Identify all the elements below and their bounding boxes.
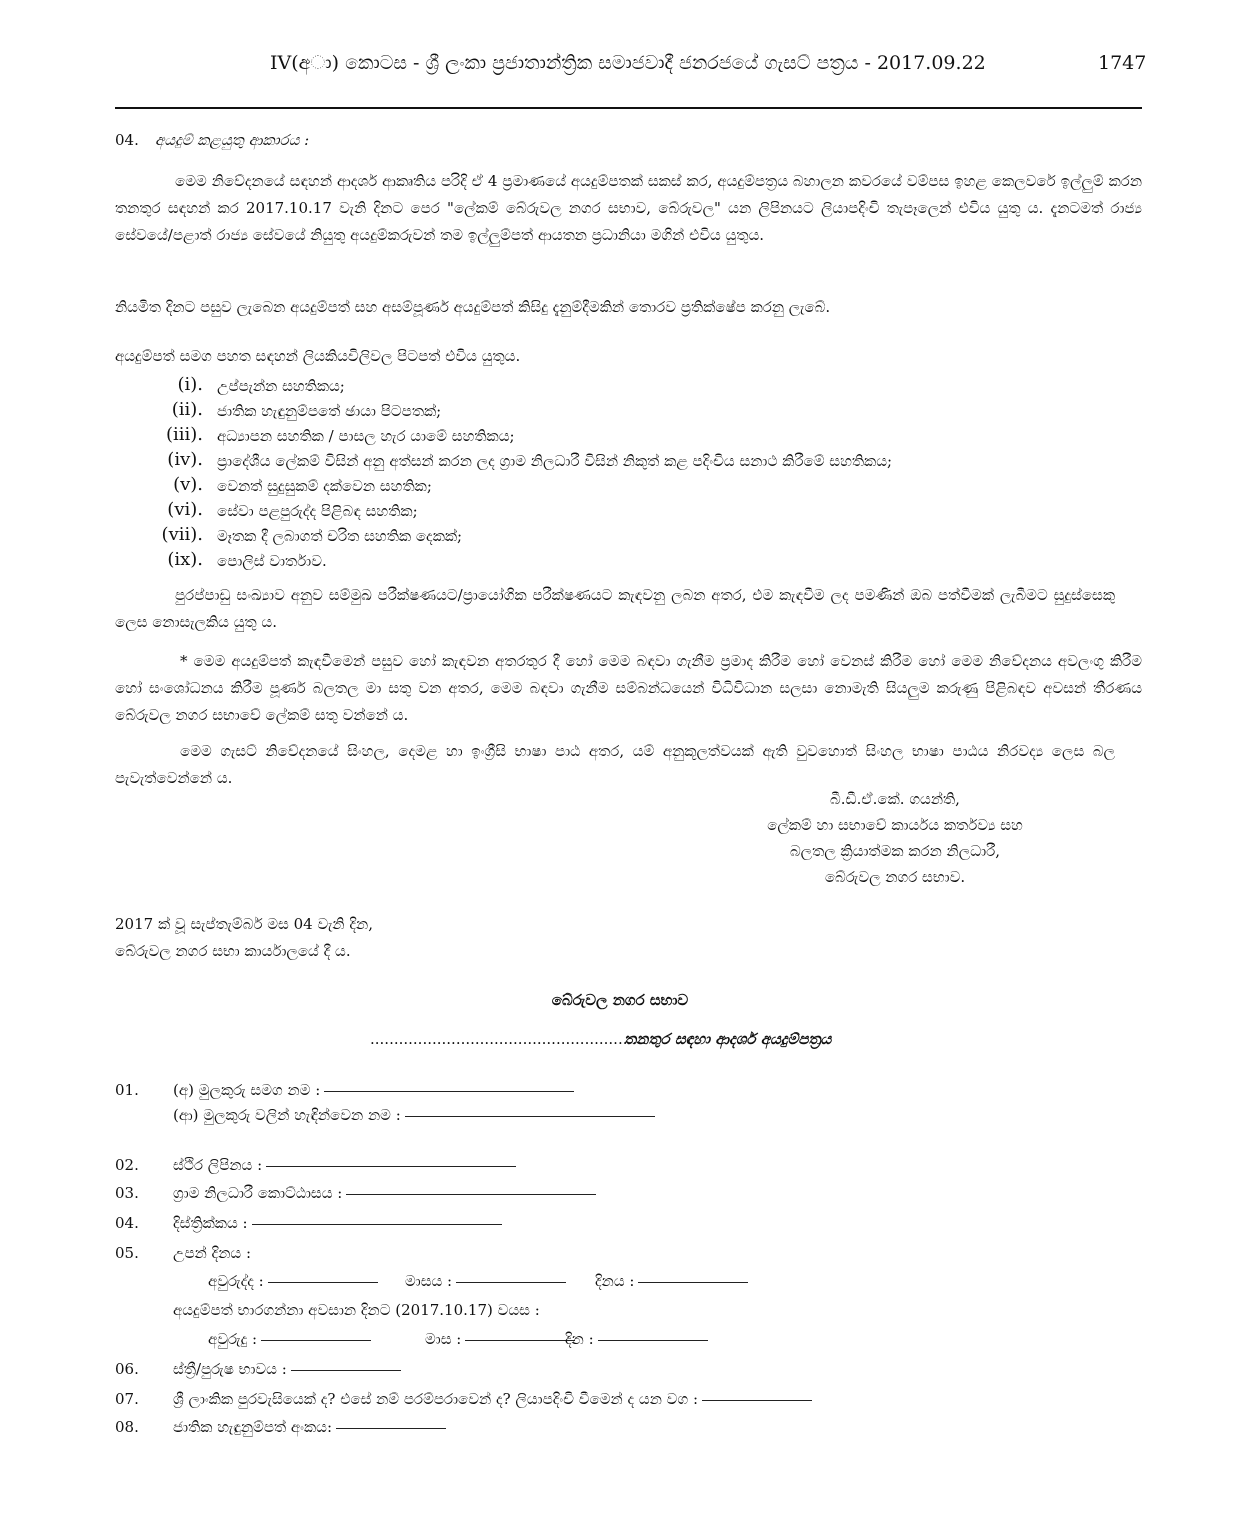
list-item-number: (vi).	[167, 499, 203, 520]
list-item: අධ්‍යාපන සහතික / පාසල හැර යාමේ සහතිකය;	[217, 427, 515, 445]
fill-line[interactable]	[638, 1282, 748, 1283]
fill-line[interactable]	[266, 1166, 516, 1167]
fill-line[interactable]	[456, 1282, 566, 1283]
field-label: ස්ථිර ලිපිනය :	[173, 1156, 263, 1174]
list-item-number: (ii).	[171, 399, 203, 420]
field-age-days	[565, 1330, 708, 1348]
list-item-number: (v).	[173, 474, 203, 495]
language-clause-paragraph: මෙම ගැසට් නිවේදනයේ සිංහල, දෙමළ හා ඉංග්‍රීසි භාෂා පාඨ අතර, යම් අනුකූලත්වයක් ඇති වුවහොත් සිංහල භාෂා පාඨය නිරවද්‍ය ලෙස බල පැවැත්වෙන්නේ ය.	[115, 742, 1115, 787]
field-label: ශ්‍රී ලාංකික පුරවැසියෙක් ද? එසේ නම් පරම්පරාවෙන් ද? ලියාපදිංචි වීමෙන් ද යන වග :	[173, 1390, 698, 1408]
signatory-office: බේරුවල නගර සභාව.	[824, 868, 966, 886]
fill-line[interactable]	[324, 1091, 574, 1092]
field-number: 04.	[115, 1214, 139, 1232]
field-dob-year	[208, 1272, 378, 1290]
signatory-title-line1: ලේකම් හා සභාවේ කාර්යය කර්තව්‍ය සහ	[767, 816, 1023, 834]
issue-place: බේරුවල නගර සභා කාර්යාලයේ දී ය.	[115, 942, 351, 960]
field-label: මාස :	[425, 1330, 462, 1348]
field-number: 08.	[115, 1418, 139, 1436]
field-age-months	[425, 1330, 575, 1348]
council-name-heading: බේරුවල නගර සභාව	[551, 991, 689, 1009]
field-citizenship	[173, 1390, 812, 1408]
field-name-denoted-by-initials	[173, 1106, 655, 1124]
issue-date: 2017 ක් වූ සැප්තැම්බර් මස 04 වැනි දින,	[115, 915, 373, 933]
page-number: 1747	[1098, 52, 1147, 74]
field-age-at-closing-date: අයදුම්පත් භාරගන්නා අවසාන දිනට (2017.10.17) වයස :	[173, 1301, 540, 1319]
field-age-years	[208, 1330, 371, 1348]
authority-clause-paragraph: * මෙම අයදුම්පත් කැඳවීමෙන් පසුව හෝ කැඳවන අතරතුර දී හෝ මෙම බඳවා ගැනීම ප්‍රමාද කිරීම හෝ වෙනස් කිරීම හෝ මෙම නිවේදනය අවලංගු කිරීම හෝ සංශෝධනය කිරීම පූර්ණ බලතල මා සතු වන අතර, මෙම බඳවා ගැනීම සම්බන්ධයෙන් විධිවිධාන සලසා නොමැති සියලුම කරුණු පිළිබඳව අවසන් තීරණය බේරුවල නගර සභාවේ ලේකම් සතු වන්නේ ය.	[115, 652, 1142, 724]
list-item: උප්පැන්න සහතිකය;	[217, 377, 345, 395]
fill-line[interactable]	[268, 1282, 378, 1283]
field-number: 03.	[115, 1184, 139, 1202]
field-number: 05.	[115, 1244, 139, 1262]
field-date-of-birth: උපන් දිනය :	[173, 1244, 251, 1262]
section-number: 04.	[115, 131, 139, 149]
field-permanent-address	[173, 1156, 516, 1174]
field-label: දින :	[565, 1330, 594, 1348]
fill-line[interactable]	[465, 1340, 575, 1341]
list-item-number: (ix).	[167, 549, 203, 570]
field-dob-month	[405, 1272, 566, 1290]
gazette-header-title: IV(අා) කොටස - ශ්‍රී ලංකා ප්‍රජාතාන්ත්‍රික සමාජවාදී ජනරජයේ ගැසට් පත්‍රය - 2017.09.22	[270, 52, 986, 74]
fill-line[interactable]	[346, 1194, 596, 1195]
list-item: පොලිස් වාර්තාව.	[217, 552, 327, 570]
field-label: දිනය :	[595, 1272, 635, 1290]
model-form-title: තනතුර සඳහා ආදර්ශ අයදුම්පත්‍රය	[624, 1030, 832, 1048]
fill-line[interactable]	[598, 1340, 708, 1341]
section-heading: අයදුම් කළයුතු ආකාරය :	[155, 131, 310, 149]
fill-line[interactable]	[405, 1116, 655, 1117]
field-label: ජාතික හැඳුනුම්පත් අංකය:	[173, 1418, 332, 1436]
field-label: ග්‍රාම නිලධාරී කොට්ඨාසය :	[173, 1184, 343, 1202]
field-name-with-initials	[173, 1081, 574, 1099]
signatory-title-line2: බලතල ක්‍රියාත්මක කරන නිලධාරී,	[789, 842, 1001, 860]
application-instructions-paragraph: මෙම නිවේදනයේ සඳහන් ආදර්ශ ආකෘතිය පරිදි ඒ 4 ප්‍රමාණයේ අයදුම්පතක් සකස් කර, අයදුම්පත්‍රය බහාලන කවරයේ වම්පස ඉහළ කෙලවරේ ඉල්ලුම් කරන තනතුර සඳහන් කර 2017.10.17 වැනි දිනට පෙර "ලේකම් බේරුවල නගර සභාව, බේරුවල" යන ලිපිනයට ලියාපදිංචි තැපෑලෙන් එවිය යුතු ය. දැනටමත් රාජ්‍ය සේවයේ/පළාත් රාජ්‍ය සේවයේ නියුතු අයදුම්කරුවන් තම ඉල්ලුම්පත් ආයතන ප්‍රධානියා මගින් එවිය යුතුය.	[115, 172, 1142, 244]
field-number: 06.	[115, 1360, 139, 1378]
fill-line[interactable]	[291, 1370, 401, 1371]
field-gn-division	[173, 1184, 596, 1202]
list-item: වෙනත් සුදුසුකම් දක්වෙන සහතික;	[217, 477, 432, 495]
list-item: ජාතික හැඳුනුම්පතේ ඡායා පිටපතක්;	[217, 402, 442, 420]
field-label: මාසය :	[405, 1272, 453, 1290]
field-number: 07.	[115, 1390, 139, 1408]
fill-line[interactable]	[336, 1428, 446, 1429]
field-number: 01.	[115, 1081, 139, 1099]
field-dob-day	[595, 1272, 748, 1290]
list-item: ප්‍රාදේශීය ලේකම් විසින් අනු අත්සන් කරන ලද ග්‍රාම නිලධාරී විසින් නිකුත් කළ පදිංචිය සනාථ කිරීමේ සහතිකය;	[217, 452, 893, 470]
list-item-number: (i).	[177, 374, 203, 395]
documents-intro-paragraph: අයදුම්පත් සමග පහත සඳහන් ලියකියවිලිවල පිටපත් එවිය යුතුය.	[115, 347, 521, 365]
field-label: (ආ) මුලකුරු වලින් හැඳින්වෙන නම :	[173, 1106, 401, 1124]
fill-line[interactable]	[252, 1224, 502, 1225]
field-label: අවුරුද්ද :	[208, 1272, 264, 1290]
field-number: 02.	[115, 1156, 139, 1174]
list-item: මෑතක දී ලබාගත් චරිත සහතික දෙකක්;	[217, 527, 463, 545]
list-item-number: (iv).	[167, 449, 203, 470]
field-label: දිස්ත්‍රික්කය :	[173, 1214, 248, 1232]
rejection-notice-paragraph: නියමිත දිනට පසුව ලැබෙන අයදුම්පත් සහ අසම්පූර්ණ අයදුම්පත් කිසිදු දැනුම්දීමකින් තොරව ප්‍රතික්ෂේප කරනු ලැබේ.	[115, 298, 831, 316]
field-nic-number	[173, 1418, 446, 1436]
header-rule	[115, 107, 1142, 109]
fill-line[interactable]	[702, 1400, 812, 1401]
list-item-number: (iii).	[165, 424, 203, 445]
fill-line[interactable]	[261, 1340, 371, 1341]
field-label: ස්ත්‍රී/පුරුෂ භාවය :	[173, 1360, 287, 1378]
field-label: අවුරුදු :	[208, 1330, 258, 1348]
signatory-name: බී.ඩී.ඒ.කේ. ගයන්ති,	[830, 790, 960, 808]
list-item-number: (vii).	[161, 524, 203, 545]
field-district	[173, 1214, 502, 1232]
field-gender	[173, 1360, 401, 1378]
list-item: සේවා පළපුරුද්ද පිළිබඳ සහතික;	[217, 502, 418, 520]
interview-notice-paragraph: පුරප්පාඩු සංඛ්‍යාව අනුව සම්මුඛ පරීක්ෂණයට/ප්‍රායෝගික පරීක්ෂණයට කැඳවනු ලබන අතර, එම කැඳවීම ලද පමණින් ඔබ පත්වීමක් ලැබීමට සුදුස්සෙකු ලෙස නොසැලකිය යුතු ය.	[115, 586, 1115, 631]
field-label: (අ) මුලකුරු සමග නම :	[173, 1081, 321, 1099]
post-name-placeholder-dots: ..........................................................	[370, 1030, 647, 1048]
